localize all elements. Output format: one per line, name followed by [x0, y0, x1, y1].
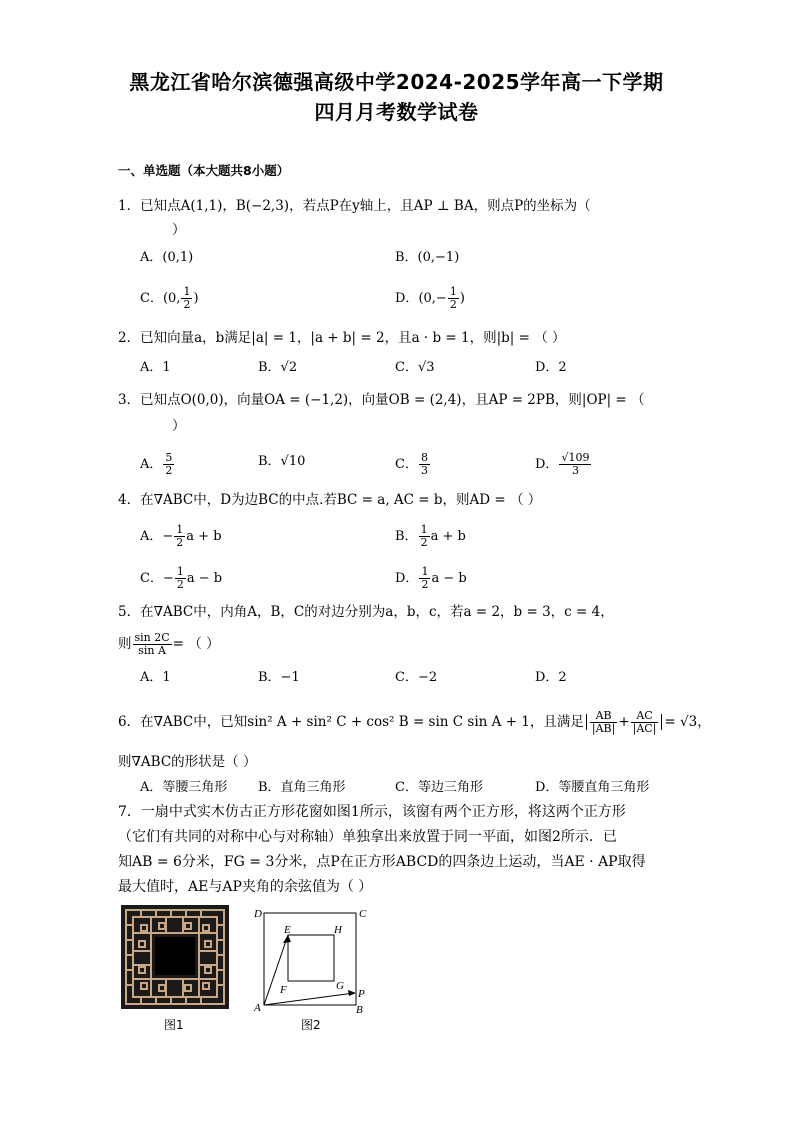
question-5-option-a: A．1	[140, 670, 171, 685]
label-b: B	[356, 1004, 363, 1015]
label-p: P	[358, 988, 365, 1000]
question-3-stem: 3．已知点O(0,0)，向量OA = (−1,2)，向量OB = (2,4)，且AP = 2PB，则|OP| = （	[118, 392, 645, 408]
label-d: D	[254, 908, 262, 920]
figure-1-caption: 图1	[164, 1018, 184, 1032]
question-4-option-b: B． $\frac{1}{2}$ a + b	[395, 523, 466, 549]
question-1-stem-cont: ）	[172, 222, 186, 238]
question-1-option-b: B．(0,−1)	[395, 250, 460, 265]
figure-2-caption: 图2	[301, 1018, 321, 1032]
question-4-option-a: A．− $\frac{1}{2}$ a + b	[140, 523, 222, 549]
question-5-stem-cont: 则 $\frac{\sin 2C}{\text{sin A}}$ = （ ）	[118, 631, 220, 657]
label-a: A	[254, 1002, 261, 1014]
question-4-option-c: C．− $\frac{1}{2}$ a − b	[140, 565, 223, 591]
question-6-option-a: A．等腰三角形	[140, 780, 228, 795]
question-6-stem: 6．在∇ABC中，已知sin² A + sin² C + cos² B = sin C sin A + 1，且满足 $\frac{AB}{|AB|}$ + $\frac{AC}{|AC|}$ = √3，	[118, 709, 711, 735]
question-3-option-b: B．√10	[258, 454, 306, 469]
question-6-option-c: C．等边三角形	[395, 780, 483, 795]
section-heading: 一、单选题（本大题共8小题）	[118, 163, 290, 178]
question-3-option-a: A． $\frac{5}{2}$	[140, 451, 173, 477]
label-e: E	[284, 924, 291, 936]
question-2-option-d: D．2	[535, 360, 567, 375]
page-title-line2: 四月月考数学试卷	[314, 100, 479, 124]
question-6-option-b: B．直角三角形	[258, 780, 346, 795]
question-5-option-c: C．−2	[395, 670, 438, 685]
question-2-option-b: B．√2	[258, 360, 298, 375]
question-6-stem-cont: 则∇ABC的形状是（ ）	[118, 754, 257, 770]
figure-1-window-lattice	[121, 905, 229, 1009]
label-h: H	[334, 924, 342, 936]
question-3-option-c: C． $\frac{8}{3}$	[395, 451, 428, 477]
label-c: C	[359, 908, 367, 920]
question-1-option-a: A．(0,1)	[140, 250, 194, 265]
question-1-stem: 1．已知点A(1,1)，B(−2,3)，若点P在y轴上，且AP ⊥ BA，则点P的坐标为（	[118, 198, 591, 214]
question-2-stem: 2．已知向量a，b满足|a| = 1，|a + b| = 2，且a · b = 1，则|b| = （ ）	[118, 330, 566, 346]
page-title-line1: 黑龙江省哈尔滨德强高级中学2024-2025学年高一下学期	[129, 70, 664, 94]
question-4-option-d: D． $\frac{1}{2}$ a − b	[395, 565, 467, 591]
label-g: G	[336, 980, 344, 992]
question-1-option-c: C．(0, $\frac{1}{2}$ )	[140, 285, 199, 311]
question-4-stem: 4．在∇ABC中，D为边BC的中点.若BC = a, AC = b，则AD = （ ）	[118, 492, 542, 508]
question-7-line-4: 最大值时，AE与AP夹角的余弦值为（ ）	[118, 879, 373, 895]
question-1-option-d: D．(0,− $\frac{1}{2}$ )	[395, 285, 465, 311]
question-3-stem-cont: ）	[172, 418, 186, 434]
question-5-option-d: D．2	[535, 670, 567, 685]
question-2-option-c: C．√3	[395, 360, 435, 375]
question-7-line-2: （它们有共同的对称中心与对称轴）单独拿出来放置于同一平面，如图2所示．已	[118, 829, 617, 845]
question-5-stem: 5．在∇ABC中，内角A，B，C的对边分别为a，b，c，若a = 2，b = 3，c = 4，	[118, 604, 614, 620]
figure-2-diagram	[250, 903, 375, 1015]
label-f: F	[280, 984, 287, 996]
question-5-option-b: B．−1	[258, 670, 300, 685]
question-2-option-a: A．1	[140, 360, 171, 375]
question-6-option-d: D．等腰直角三角形	[535, 780, 650, 795]
question-7-line-3: 知AB = 6分米，FG = 3分米，点P在正方形ABCD的四条边上运动，当AE · AP取得	[118, 854, 646, 870]
question-3-option-d: D． $\frac{√109}{3}$	[535, 451, 590, 477]
question-7-line-1: 7．一扇中式实木仿古正方形花窗如图1所示，该窗有两个正方形，将这两个正方形	[118, 804, 626, 820]
